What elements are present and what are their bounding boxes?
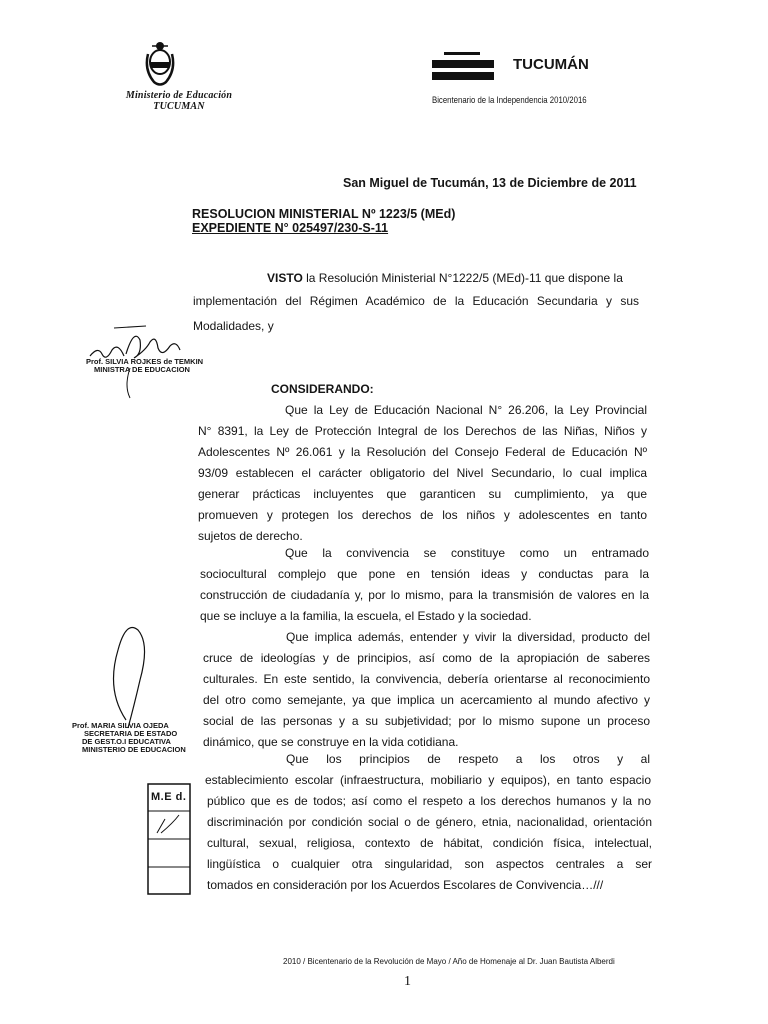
body-line: que se incluye a la familia, la escuela, el Estado y la sociedad. <box>200 609 532 623</box>
body-line: social de las personas y a su subjetividad; por lo mismo supone un proceso <box>203 714 650 728</box>
signature-minister-line1: Prof. SILVIA ROJKES de TEMKIN <box>86 357 204 366</box>
province-title: TUCUMÁN <box>513 56 589 73</box>
resolution-number: RESOLUCION MINISTERIAL Nº 1223/5 (MEd) <box>192 207 456 221</box>
signature-secretary-line1: Prof. MARIA SILVIA OJEDA <box>72 721 169 730</box>
visto-line-1 <box>267 271 638 285</box>
visto-line-2: implementación del Régimen Académico de la Educación Secundaria y sus <box>193 294 639 308</box>
expediente-number: EXPEDIENTE N° 025497/230-S-11 <box>192 221 389 235</box>
document-date: San Miguel de Tucumán, 13 de Diciembre de 2011 <box>343 176 637 190</box>
stamp-label: M.E d. <box>151 791 187 803</box>
body-line: culturales. En este sentido, la convivencia, debería orientarse al reconocimiento <box>203 672 650 686</box>
signature-secretary-line2: SECRETARIA DE ESTADO <box>84 729 178 738</box>
signature-minister-name <box>86 358 203 374</box>
body-line: del otro como semejante, ya que implica un acercamiento al mundo afectivo y <box>203 693 650 707</box>
considerando-heading: CONSIDERANDO: <box>271 382 374 396</box>
body-line: sociocultural complejo que pone en tensión ideas y conductas para la <box>200 567 649 581</box>
body-line: Que la convivencia se constituye como un entramado <box>285 546 649 560</box>
signature-minister-line2: MINISTRA DE EDUCACION <box>94 365 190 374</box>
visto-text-1: la Resolución Ministerial N°1222/5 (MEd)-11 que dispone la <box>302 271 623 285</box>
body-line: N° 8391, la Ley de Protección Integral de los Derechos de las Niñas, Niños y <box>198 424 647 438</box>
body-line: cruce de ideologías y de principios, así como de la apropiación de saberes <box>203 651 650 665</box>
body-line: lingüística o cualquier otra singularidad, son aspectos centrales a ser <box>207 857 652 871</box>
body-line: generar prácticas incluyentes que garanticen su cumplimiento, ya que <box>198 487 647 501</box>
footer-text: 2010 / Bicentenario de la Revolución de Mayo / Año de Homenaje al Dr. Juan Bautista Alberdi <box>283 957 615 966</box>
signature-secretary-line4: MINISTERIO DE EDUCACION <box>82 745 186 754</box>
ministry-line2: TUCUMAN <box>153 101 205 112</box>
body-line: discriminación por condición social o de género, etnia, nacionalidad, orientación <box>207 815 652 829</box>
visto-line-3: Modalidades, y <box>193 319 274 333</box>
body-line: Que la Ley de Educación Nacional N° 26.206, la Ley Provincial <box>285 403 647 417</box>
signature-secretary-name <box>72 722 186 754</box>
tucuman-flag-icon <box>432 52 494 80</box>
body-line: promueven y protegen los derechos de los niños y adolescentes en tanto <box>198 508 647 522</box>
page-number: 1 <box>404 974 411 989</box>
coat-of-arms-icon <box>140 40 180 88</box>
body-line: cultural, sexual, religiosa, contexto de hábitat, condición física, intelectual, <box>207 836 652 850</box>
body-line: Que los principios de respeto a los otros y al <box>286 752 650 766</box>
body-line: dinámico, que se construye en la vida cotidiana. <box>203 735 459 749</box>
ministry-line1: Ministerio de Educación <box>125 90 233 101</box>
body-line: Adolescentes Nº 26.061 y la Resolución del Consejo Federal de Educación Nº <box>198 445 647 459</box>
body-line: establecimiento escolar (infraestructura, mobiliario y equipos), en tanto espacio <box>205 773 651 787</box>
body-line: Que implica además, entender y vivir la diversidad, producto del <box>286 630 650 644</box>
body-line: público que es de todos; así como el respeto a los derechos humanos y la no <box>207 794 651 808</box>
body-line: tomados en consideración por los Acuerdos Escolares de Convivencia…/// <box>207 878 604 892</box>
ministry-name <box>104 90 254 112</box>
signature-secretary-line3: DE GEST.O.I EDUCATIVA <box>82 737 171 746</box>
body-line: sujetos de derecho. <box>198 529 303 543</box>
bicentenario-caption: Bicentenario de la Independencia 2010/2016 <box>432 95 587 106</box>
body-line: 93/09 establecen el carácter obligatorio del Nivel Secundario, lo cual implica <box>198 466 647 480</box>
visto-label: VISTO <box>267 271 303 285</box>
resolution-heading <box>192 207 455 235</box>
body-line: construcción de ciudadanía y, por lo mismo, para la transmisión de valores en la <box>200 588 649 602</box>
